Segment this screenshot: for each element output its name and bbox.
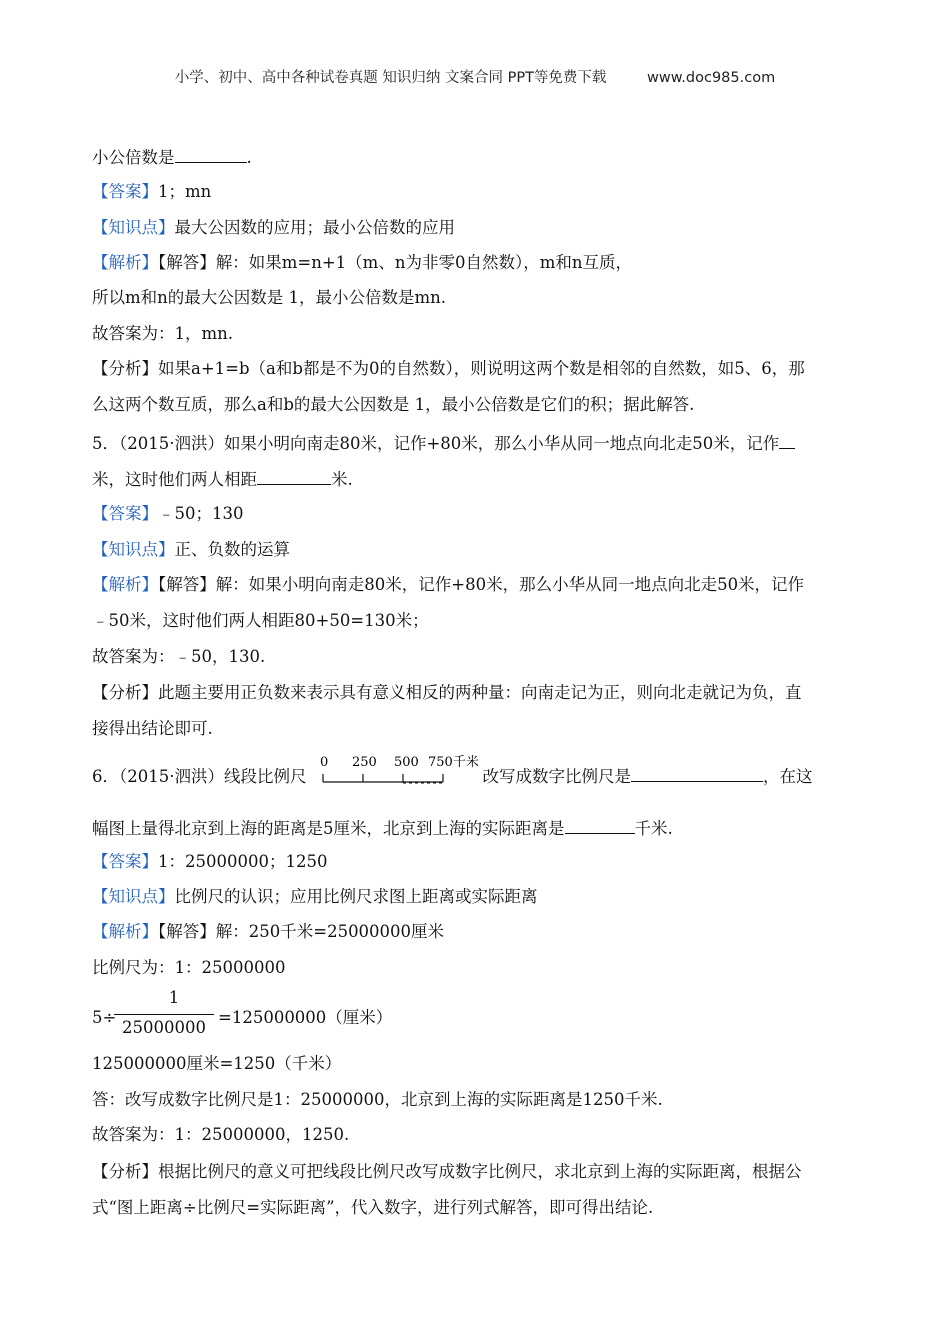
scale-label-0: 0 [320, 755, 329, 770]
answer-tag: 【答案】 [92, 504, 158, 523]
q6-fenxi-2: 式“图上距离÷比例尺=实际距离”，代入数字，进行列式解答，即可得出结论. [92, 1198, 654, 1217]
knowledge-tag: 【知识点】 [92, 540, 175, 559]
analysis-tag: 【解析】 [92, 253, 158, 272]
q6-analysis-1: 【解析】【解答】解：250千米=25000000厘米 [92, 922, 445, 941]
q5-analysis-3: 故答案为：﹣50，130. [92, 647, 266, 666]
q5-knowledge: 【知识点】正、负数的运算 [92, 540, 290, 559]
analysis-tag: 【解析】 [92, 922, 158, 941]
q6-analysis-6: 故答案为：1：25000000，1250. [92, 1125, 350, 1144]
page-header [0, 66, 950, 87]
q5-analysis-2: ﹣50米，这时他们两人相距80+50=130米； [92, 611, 429, 630]
q5-stem-1: 5．（2015·泗洪）如果小明向南走80米，记作+80米，那么小华从同一地点向北走50米，记作 [92, 430, 858, 456]
q4-answer: 【答案】1；mn [92, 182, 212, 201]
q5-fenxi-1: 【分析】此题主要用正负数来表示具有意义相反的两种量：向南走记为正，则向北走就记为负，直 [92, 683, 802, 702]
frac-denominator: 25000000 [122, 1018, 206, 1037]
header-text: 小学、初中、高中各种试卷真题 知识归纳 文案合同 PPT等免费下载 [174, 70, 607, 86]
q4-fenxi-2: 么这两个数互质，那么a和b的最大公因数是 1，最小公倍数是它们的积；据此解答. [92, 395, 695, 414]
q6-fenxi-1: 【分析】根据比例尺的意义可把线段比例尺改写成数字比例尺，求北京到上海的实际距离，根据公 [92, 1162, 802, 1181]
frac-bar [114, 1014, 214, 1015]
q6-stem-1: 6．（2015·泗洪）线段比例尺 改写成数字比例尺是 ，在这 [92, 763, 858, 789]
q4-tail: 小公倍数是 . [92, 144, 858, 170]
q4-analysis-1: 【解析】【解答】解：如果m=n+1（m、n为非零0自然数），m和n互质， [92, 253, 632, 272]
knowledge-tag: 【知识点】 [92, 218, 175, 237]
scale-label-250: 250 [352, 755, 377, 770]
line-segment-scale [318, 752, 490, 788]
scale-label-500: 500 [394, 755, 419, 770]
q4-analysis-2: 所以m和n的最大公因数是 1，最小公倍数是mn. [92, 288, 447, 307]
frac-lhs: 5÷ [92, 1008, 117, 1027]
header-site: www.doc985.com [647, 70, 776, 86]
q6-stem-2: 幅图上量得北京到上海的距离是5厘米，北京到上海的实际距离是 千米. [92, 815, 858, 841]
q4-fenxi-1: 【分析】如果a+1=b（a和b都是不为0的自然数），则说明这两个数是相邻的自然数，如5、6，那 [92, 359, 805, 378]
q5-analysis-1: 【解析】【解答】解：如果小明向南走80米，记作+80米，那么小华从同一地点向北走50米，记作 [92, 575, 805, 594]
q6-analysis-4: 125000000厘米=1250（千米） [92, 1054, 342, 1073]
scale-label-750: 750千米 [428, 755, 479, 770]
q6-analysis-2: 比例尺为：1：25000000 [92, 958, 286, 977]
q4-analysis-3: 故答案为：1，mn. [92, 324, 234, 343]
frac-rhs: =125000000（厘米） [218, 1008, 393, 1027]
answer-tag: 【答案】 [92, 182, 158, 201]
q6-answer: 【答案】1：25000000；1250 [92, 852, 328, 871]
knowledge-tag: 【知识点】 [92, 887, 175, 906]
q6-analysis-5: 答：改写成数字比例尺是1：25000000，北京到上海的实际距离是1250千米. [92, 1090, 663, 1109]
q6-knowledge: 【知识点】比例尺的认识；应用比例尺求图上距离或实际距离 [92, 887, 538, 906]
q5-stem-2: 米，这时他们两人相距 米. [92, 466, 858, 492]
q5-answer: 【答案】﹣50；130 [92, 504, 244, 523]
analysis-tag: 【解析】 [92, 575, 158, 594]
q5-fenxi-2: 接得出结论即可. [92, 719, 213, 738]
frac-numerator: 1 [168, 988, 180, 1007]
answer-tag: 【答案】 [92, 852, 158, 871]
q4-knowledge: 【知识点】最大公因数的应用；最小公倍数的应用 [92, 218, 455, 237]
